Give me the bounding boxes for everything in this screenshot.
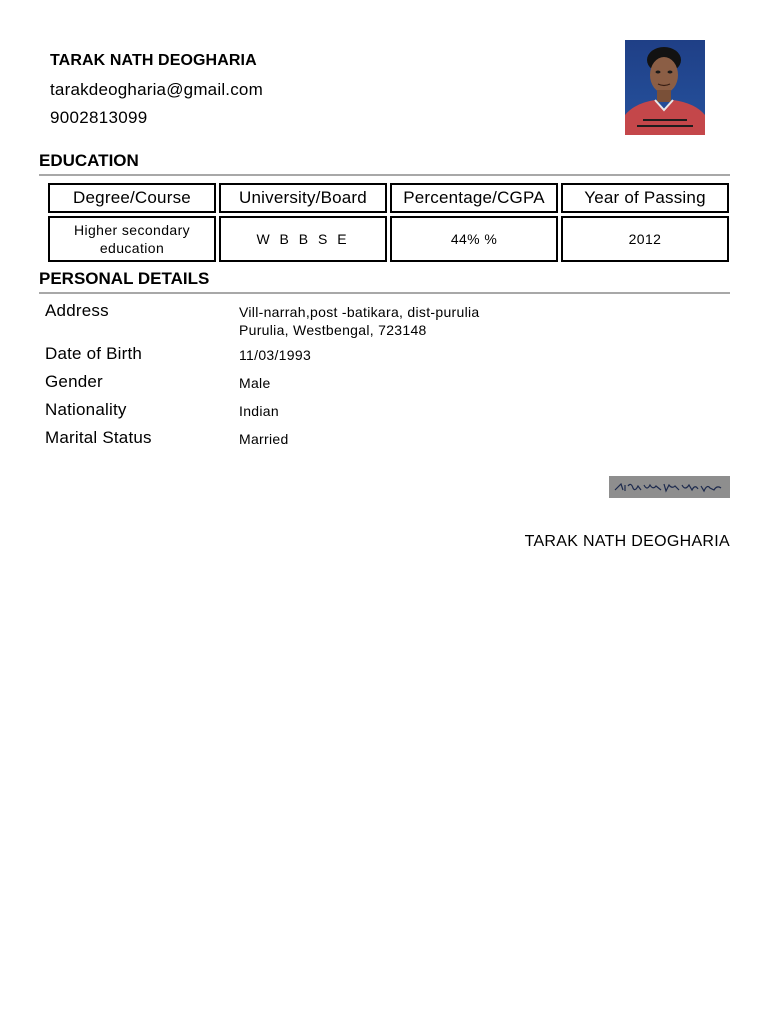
signature-image (609, 476, 730, 498)
column-header-year: Year of Passing (561, 183, 729, 213)
personal-details-divider (39, 292, 730, 294)
board-cell: W B B S E (219, 216, 387, 262)
candidate-name: TARAK NATH DEOGHARIA (50, 52, 257, 69)
table-row (48, 216, 729, 262)
email-text: tarakdeogharia@gmail.com (50, 80, 263, 99)
marital-status-value: Married (239, 431, 289, 447)
education-table (45, 180, 732, 265)
column-header-degree: Degree/Course (48, 183, 216, 213)
gender-value: Male (239, 375, 271, 391)
education-heading: EDUCATION (39, 151, 139, 170)
degree-line-2: education (99, 240, 165, 256)
phone-text: 9002813099 (50, 108, 148, 127)
address-line-2: Purulia, Westbengal, 723148 (239, 322, 427, 338)
dob-label: Date of Birth (45, 344, 143, 363)
education-divider (39, 174, 730, 176)
nationality-label: Nationality (45, 400, 127, 419)
address-label: Address (45, 301, 109, 320)
dob-value: 11/03/1993 (239, 347, 312, 363)
gender-label: Gender (45, 372, 103, 391)
nationality-value: Indian (239, 403, 279, 419)
marital-status-label: Marital Status (45, 428, 152, 447)
profile-photo (625, 40, 705, 135)
address-value (239, 303, 480, 339)
personal-details-heading: PERSONAL DETAILS (39, 269, 210, 288)
column-header-percentage: Percentage/CGPA (390, 183, 558, 213)
degree-line-1: Higher secondary (73, 222, 191, 238)
address-line-1: Vill-narrah,post -batikara, dist-purulia (239, 304, 480, 320)
signature-name: TARAK NATH DEOGHARIA (524, 533, 730, 550)
degree-cell (48, 216, 216, 262)
column-header-university: University/Board (219, 183, 387, 213)
year-cell: 2012 (561, 216, 729, 262)
table-header-row (48, 183, 729, 213)
percentage-cell: 44% % (390, 216, 558, 262)
